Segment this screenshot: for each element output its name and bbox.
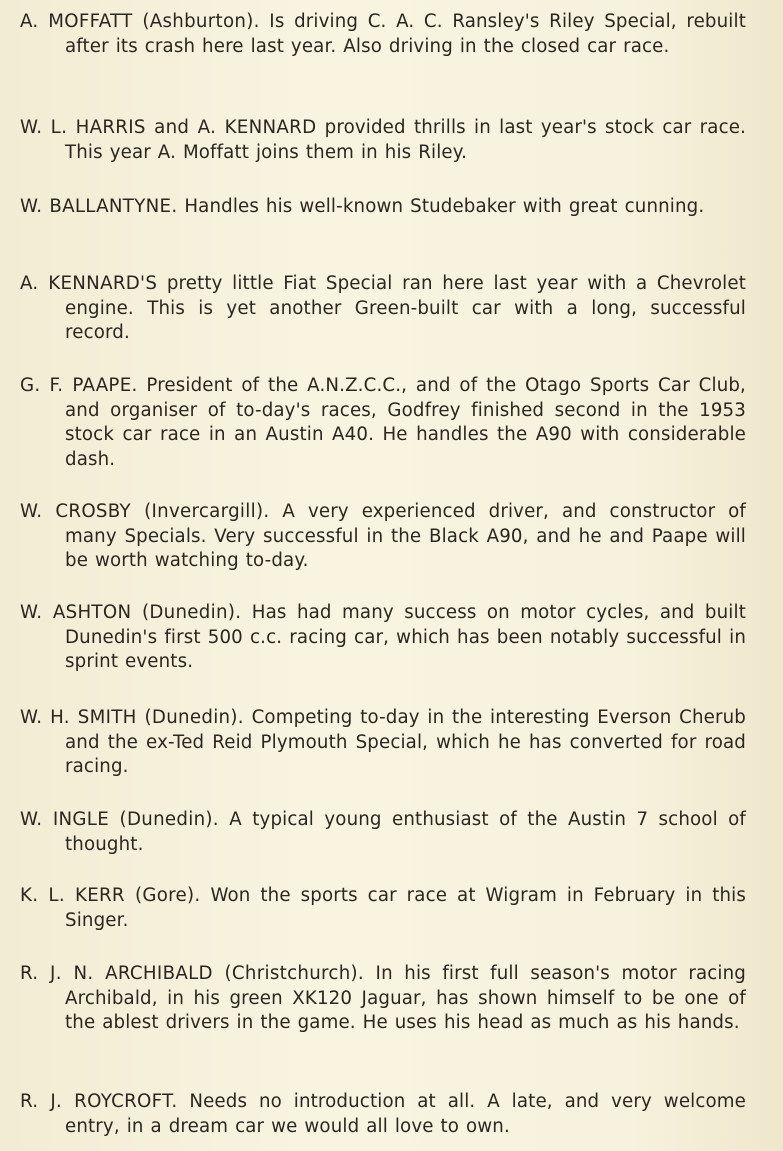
driver-name: R. J. N. ARCHIBALD (Christchurch).: [20, 963, 365, 984]
driver-description: provided thrills in last year's stock car race. This year A. Moffatt joins them in his Riley.: [65, 117, 747, 163]
driver-entry-archibald: [20, 962, 746, 1036]
driver-entry-ashton: [20, 601, 746, 675]
driver-name: R. J. ROYCROFT.: [20, 1091, 178, 1112]
driver-name: A. MOFFATT (Ashburton).: [20, 11, 260, 32]
driver-description: A typical young enthusiast of the Austin 7 school of thought.: [65, 809, 746, 855]
driver-entry-kerr: [20, 884, 746, 933]
driver-name: W. CROSBY (Invercargill).: [20, 501, 270, 522]
driver-description: Competing to-day in the interesting Everson Cherub and the ex-Ted Reid Plymouth Special, which he has converted for road racing.: [65, 707, 746, 777]
driver-name: K. L. KERR (Gore).: [20, 885, 201, 906]
driver-description: Needs no introduction at all. A late, and very welcome entry, in a dream car we would all love to own.: [65, 1091, 746, 1137]
driver-name: W. ASHTON (Dunedin).: [20, 602, 242, 623]
driver-entry-kennard: [20, 272, 746, 346]
driver-name: W. INGLE (Dunedin).: [20, 809, 219, 830]
driver-entry-smith: [20, 706, 746, 780]
driver-entry-ballantyne: [20, 195, 746, 220]
driver-description: In his first full season's motor racing Archibald, in his green XK120 Jaguar, has shown himself to be one of the ablest drivers in the game. He uses his head as much as his hands.: [65, 963, 746, 1033]
driver-entry-paape: [20, 374, 746, 472]
driver-description: Won the sports car race at Wigram in February in this Singer.: [65, 885, 746, 931]
driver-entry-harris-kennard: [20, 116, 746, 165]
driver-entry-moffatt: [20, 10, 746, 59]
driver-description: A very experienced driver, and constructor of many Specials. Very successful in the Black A90, and he and Paape will be worth watching to-day.: [65, 501, 746, 571]
driver-description: pretty little Fiat Special ran here last year with a Chevrolet engine. This is yet another Green-built car with a long, successful record.: [65, 273, 747, 343]
driver-name: W. BALLANTYNE.: [20, 196, 178, 217]
driver-name: W. H. SMITH (Dunedin).: [20, 707, 244, 728]
driver-description: Is driving C. A. C. Ransley's Riley Special, rebuilt after its crash here last year. Also driving in the closed car race.: [65, 11, 746, 57]
driver-entry-crosby: [20, 500, 746, 574]
driver-entry-roycroft: [20, 1090, 746, 1139]
driver-description: Handles his well-known Studebaker with great cunning.: [177, 196, 705, 217]
driver-description: Has had many success on motor cycles, and built Dunedin's first 500 c.c. racing car, which has been notably successful in sprint events.: [65, 602, 746, 672]
driver-name: W. L. HARRIS and A. KENNARD: [20, 117, 317, 138]
driver-name: G. F. PAAPE.: [20, 375, 138, 396]
driver-entry-ingle: [20, 808, 746, 857]
driver-description: President of the A.N.Z.C.C., and of the Otago Sports Car Club, and organiser of to-day's races, Godfrey finished second in the 1953 stock car race in an Austin A40. He handles the A90 with considerable dash.: [65, 375, 746, 470]
driver-name: A. KENNARD'S: [20, 273, 158, 294]
